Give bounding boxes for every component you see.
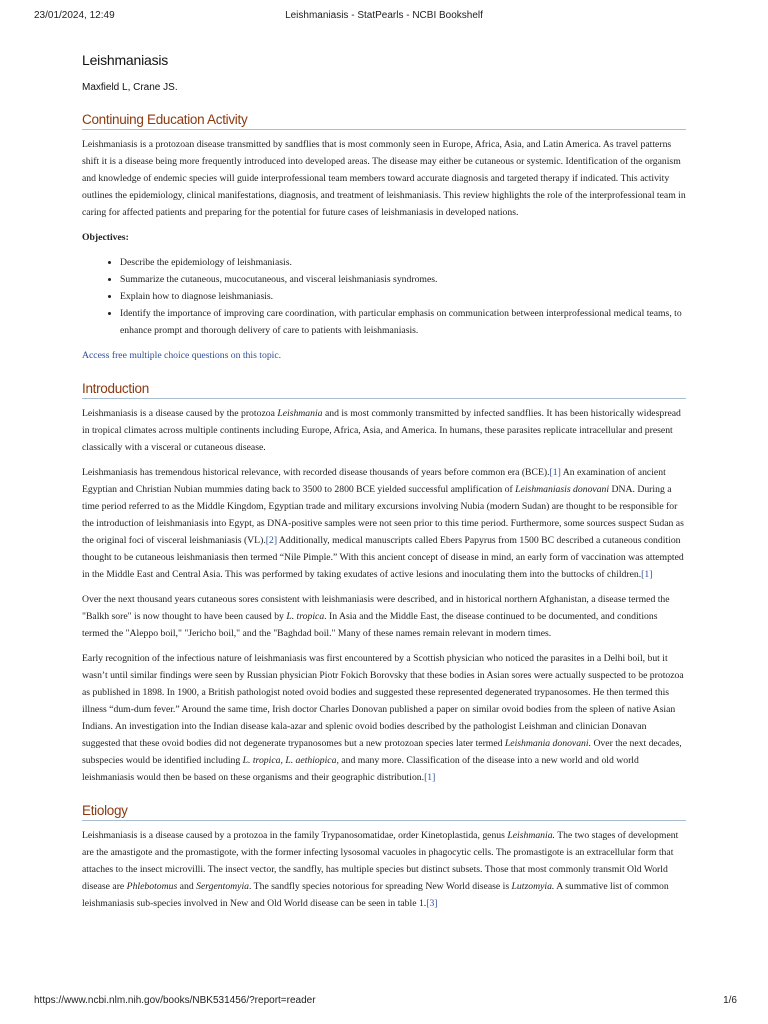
section-heading-etiology: Etiology: [82, 803, 686, 821]
intro-paragraph-3: Over the next thousand years cutaneous sores consistent with leishmaniasis were described, and in historical northern Afghanistan, a disease termed the "Balkh sore" is now thought to have been caused by L. tropica. In Asia and the Middle East, the disease continued to be documented, and conditions termed the "Aleppo boil," "Jericho boil," and the "Baghdad boil." Many of these names remain relevant in modern times.: [82, 594, 670, 639]
page-title: Leishmaniasis: [82, 52, 169, 68]
print-doc-title: Leishmaniasis - StatPearls - NCBI Bookshelf: [285, 10, 483, 21]
citation-link[interactable]: [1]: [641, 569, 653, 580]
section-heading-introduction: Introduction: [82, 381, 686, 399]
objectives-label: Objectives:: [82, 232, 129, 243]
author-list: Maxfield L, Crane JS.: [82, 82, 178, 93]
cea-paragraph: Leishmaniasis is a protozoan disease transmitted by sandflies that is most commonly seen in Europe, Africa, Asia, and Latin America. As travel patterns shift it is a disease being more frequently introduced into developed areas. The disease may either be cutaneous or systemic. Identification of the organism and knowledge of endemic species will guide interprofessional team members toward accurate diagnosis and targeted therapy if indicated. This activity outlines the epidemiology, clinical manifestations, diagnosis, and treatment of leishmaniasis. This review highlights the role of the interprofessional team in caring for affected patients and preparing for the potential for future cases of leishmaniasis in developed nations.: [82, 139, 686, 218]
print-datetime: 23/01/2024, 12:49: [34, 10, 115, 21]
print-url: https://www.ncbi.nlm.nih.gov/books/NBK531456/?report=reader: [34, 995, 316, 1006]
intro-paragraph-4: Early recognition of the infectious nature of leishmaniasis was first encountered by a Scottish physician who noticed the parasites in a Delhi boil, but it wasn’t until similar findings were seen by Russian physician Piotr Fokich Borovsky that these bodies in Asian sores were actually suspected to be protozoa as published in 1898. In 1900, a British pathologist noted ovoid bodies and suggested these represented degenerated trypanosomes. He then termed this illness “dum-dum fever.” Around the same time, Irish doctor Charles Donovan published a paper on similar ovoid bodies from the spleen of native Asian Indians. An investigation into the Indian disease kala-azar and splenic ovoid bodies described by the pathologist Leishman and clinician Donavan suggested that these ovoid bodies did not degenerate trypanosomes but a new protozoan species later termed Leishmania donovani. Over the next decades, subspecies would be identified including L. tropica, L. aethiopica, and many more. Classification of the disease into a new world and old world leishmaniasis would then be based on these organisms and their geographic distribution.[1]: [82, 653, 684, 783]
print-footer: [0, 995, 768, 1011]
page-number: 1/6: [723, 995, 737, 1006]
citation-link[interactable]: [1]: [549, 467, 561, 478]
list-item: • Summarize the cutaneous, mucocutaneous, and visceral leishmaniasis syndromes.: [120, 271, 686, 288]
list-item: • Identify the importance of improving care coordination, with particular emphasis on communication between interprofessional medical teams, to enhance prompt and thorough delivery of care to patients with leishmaniasis.: [120, 305, 686, 339]
etiology-paragraph-1: Leishmaniasis is a disease caused by a protozoa in the family Trypanosomatidae, order Kinetoplastida, genus Leishmania. The two stages of development are the amastigote and the promastigote, with the former infecting lysosomal vacuoles in phagocytic cells. The promastigote is an extracellular form that attaches to the insect microvilli. The insect vector, the sandfly, has multiple species but distinct subsets. Those that most commonly transmit Old World disease are Phlebotomus and Sergentomyia. The sandfly species notorious for spreading New World disease is Lutzomyia. A summative list of common leishmaniasis sub-species involved in New and Old World disease can be seen in table 1.[3]: [82, 830, 679, 909]
intro-paragraph-2: Leishmaniasis has tremendous historical relevance, with recorded disease thousands of years before common era (BCE).[1] An examination of ancient Egyptian and Christian Nubian mummies dating back to 3500 to 2800 BCE yielded successful amplification of Leishmaniasis donovani DNA. During a time period referred to as the Middle Kingdom, Egyptian trade and military excursions involving Nubia (modern Sudan) are thought to be responsible for the introduction of leishmaniasis into Egypt, as DNA-positive samples were not seen prior to this time period. Furthermore, some sources suspect Sudan as the original foci of visceral leishmaniasis (VL).[2] Additionally, medical manuscripts called Ebers Papyrus from 1500 BC described a cutaneous condition thought to be cutaneous leishmaniasis then termed “Nile Pimple.” With this ancient concept of disease in mind, an early form of vaccination was attempted in the Middle East and Central Asia. This was performed by taking exudates of active lesions and inoculating them into the buttocks of children.[1]: [82, 467, 684, 580]
print-header: [0, 0, 768, 22]
section-heading-cea: Continuing Education Activity: [82, 112, 686, 130]
objectives-list: [82, 254, 686, 339]
citation-link[interactable]: [2]: [265, 535, 278, 546]
list-item: • Explain how to diagnose leishmaniasis.: [120, 288, 686, 305]
mcq-link[interactable]: Access free multiple choice questions on this topic.: [82, 350, 282, 361]
citation-link[interactable]: [3]: [426, 898, 438, 909]
list-item: • Describe the epidemiology of leishmaniasis.: [120, 254, 686, 271]
article-body: [82, 52, 686, 912]
intro-paragraph-1: Leishmaniasis is a disease caused by the protozoa Leishmania and is most commonly transmitted by infected sandflies. It has been historically widespread in tropical climates across multiple continents including Europe, Africa, Asia, and America. In humans, these parasites replicate intracellular and present classically with a visceral or cutaneous disease.: [82, 408, 681, 453]
citation-link[interactable]: [1]: [424, 772, 436, 783]
